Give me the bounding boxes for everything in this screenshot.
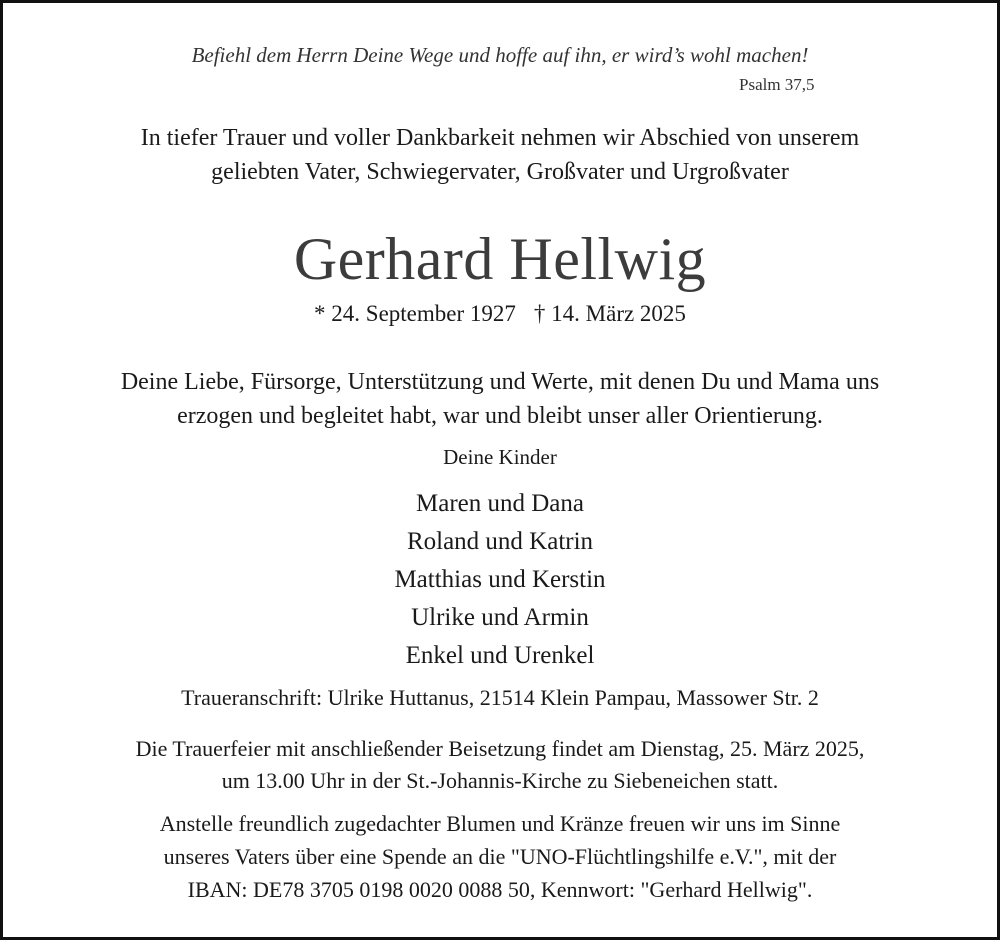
intro-text (3, 121, 997, 189)
intro-line: In tiefer Trauer und voller Dankbarkeit nehmen wir Abschied von unserem (140, 125, 860, 151)
life-dates (3, 301, 997, 327)
service-line: um 13.00 Uhr in der St.-Johannis-Kirche zu Siebeneichen statt. (221, 768, 779, 793)
family-member: Enkel und Urenkel (405, 642, 595, 669)
verse-reference: Psalm 37,5 (739, 75, 815, 94)
tribute-text (3, 365, 997, 433)
donation-line: unseres Vaters über eine Spende an die "UNO-Flüchtlingshilfe e.V.", mit der (163, 844, 837, 869)
service-line: Die Trauerfeier mit anschließender Beisetzung findet am Dienstag, 25. März 2025, (135, 736, 865, 761)
family-member: Roland und Katrin (406, 528, 594, 555)
service-info (3, 733, 997, 797)
donation-info (3, 807, 997, 906)
family-list (3, 485, 997, 675)
birth-date: * 24. September 1927 (314, 301, 516, 326)
donation-line: Anstelle freundlich zugedachter Blumen und Kränze freuen wir uns im Sinne (159, 811, 841, 836)
death-date: † 14. März 2025 (533, 301, 686, 326)
intro-line: geliebten Vater, Schwiegervater, Großvater und Urgroßvater (211, 159, 789, 185)
family-member: Maren und Dana (416, 490, 584, 517)
bible-verse: Befiehl dem Herrn Deine Wege und hoffe auf ihn, er wird’s wohl machen! (191, 43, 809, 67)
family-member: Matthias und Kerstin (394, 566, 606, 593)
signoff: Deine Kinder (443, 445, 557, 469)
donation-line: IBAN: DE78 3705 0198 0020 0088 50, Kennwort: "Gerhard Hellwig". (187, 877, 813, 902)
mourning-address: Traueranschrift: Ulrike Huttanus, 21514 Klein Pampau, Massower Str. 2 (181, 685, 819, 710)
tribute-line: Deine Liebe, Fürsorge, Unterstützung und Werte, mit denen Du und Mama uns (120, 369, 880, 395)
family-member: Ulrike und Armin (411, 604, 589, 631)
tribute-line: erzogen und begleitet habt, war und bleibt unser aller Orientierung. (177, 403, 823, 429)
deceased-name: Gerhard Hellwig (293, 226, 707, 292)
